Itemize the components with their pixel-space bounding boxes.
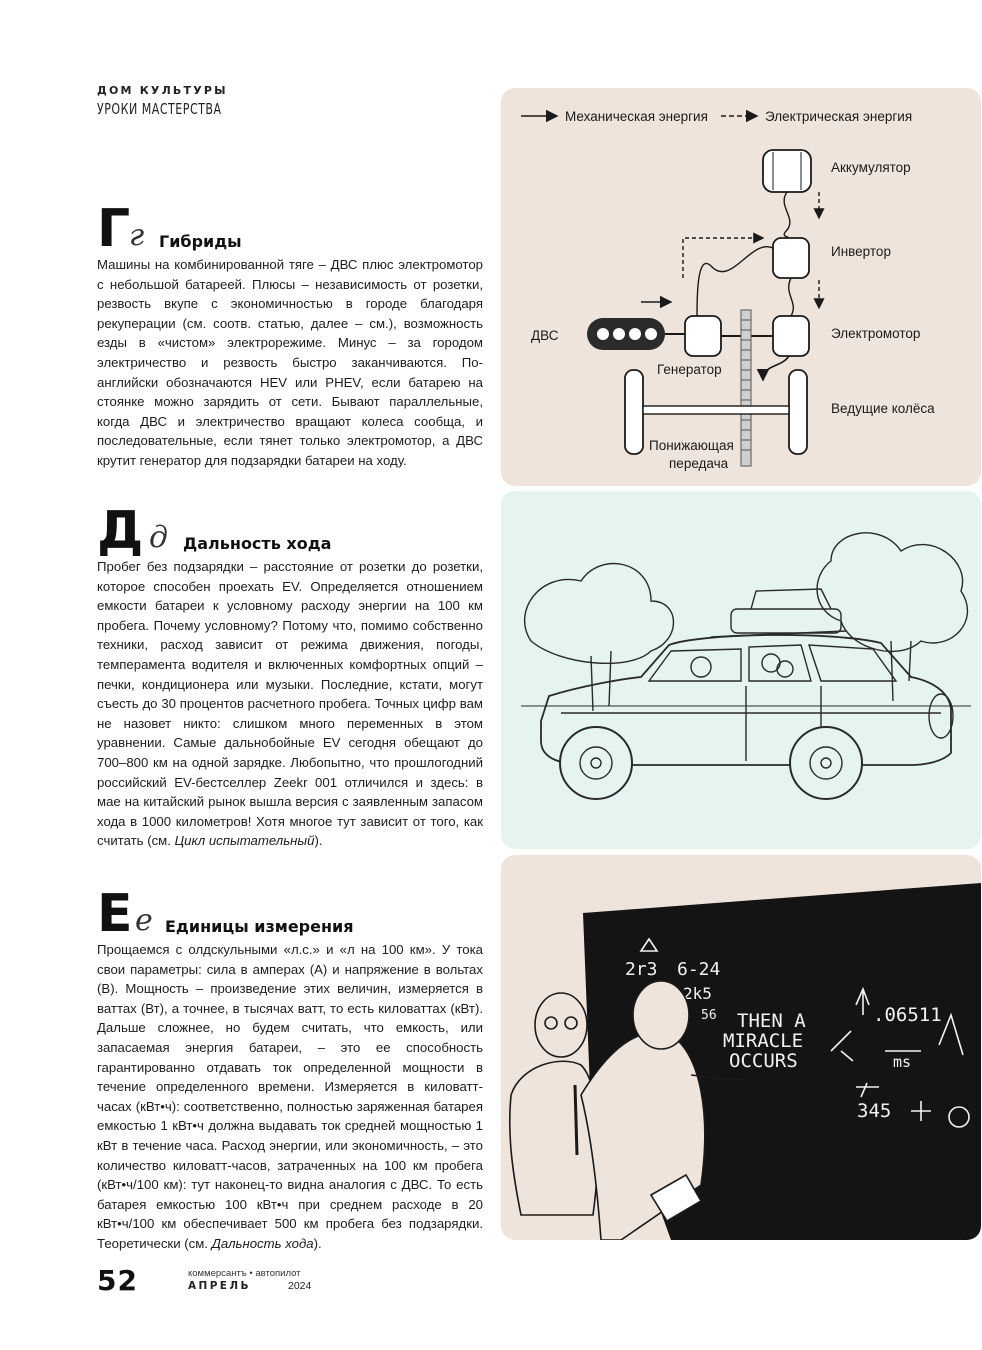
page-number: 52: [97, 1264, 138, 1297]
caption-line-1: THEN A: [737, 1010, 806, 1032]
drop-letter: Д: [97, 501, 144, 561]
chalk-formula-3: 2k5: [683, 984, 712, 1003]
caption-line-2: MIRACLE: [723, 1030, 804, 1052]
tree-right: [817, 533, 967, 652]
reduction-gear: [741, 310, 751, 466]
entry-title: Дальность хода: [183, 534, 332, 553]
section-kicker: ДОМ КУЛЬТУРЫ: [97, 84, 228, 97]
tree-left: [525, 564, 674, 664]
blackboard-cartoon-panel: [501, 855, 981, 1240]
chalk-formula-5: .06511: [873, 1004, 942, 1026]
front-wheel: [560, 727, 632, 799]
battery-block: [763, 150, 811, 192]
italic-letter: д: [149, 520, 169, 555]
motor-block: [773, 316, 809, 356]
generator-label: Генератор: [657, 362, 722, 377]
hybrid-diagram-panel: [501, 88, 981, 486]
entry-units: [97, 884, 483, 1254]
chalk-formula-2: 6-24: [677, 959, 721, 980]
chalk-formula-1: 2r3: [625, 959, 658, 980]
entry-range: [97, 501, 483, 851]
wheel-left: [625, 370, 643, 454]
car-illustration: [501, 491, 981, 849]
inverter-block: [773, 238, 809, 278]
section-title: УРОКИ МАСТЕРСТВА: [97, 100, 222, 118]
motor-label: Электромотор: [831, 326, 921, 341]
car-illustration-panel: [501, 491, 981, 849]
italic-letter: г: [129, 218, 145, 253]
legend-mechanical: Механическая энергия: [565, 109, 708, 124]
italic-letter: е: [135, 903, 153, 938]
entry-heading: [97, 884, 483, 944]
cross-reference-link[interactable]: Дальность хода: [211, 1235, 314, 1251]
entry-heading: [97, 501, 483, 561]
rear-wheel: [790, 727, 862, 799]
entry-title: Единицы измерения: [165, 917, 354, 936]
drop-letter: Е: [97, 884, 133, 944]
engine-label: ДВС: [531, 328, 559, 343]
axle: [643, 406, 789, 414]
footer-brand: коммерсантъ • автопилот: [188, 1268, 301, 1279]
footer-year: 2024: [288, 1280, 312, 1292]
drop-letter: Г: [97, 199, 131, 259]
entry-body: Машины на комбинированной тяге – ДВС плюс электромотор с небольшой батареей. Плюсы – независимость от розетки, резвость вкупе с экономичностью в городе благодаря рекуперации (см. соотв. статью, далее – см.), возможность езды в «чистом» электрорежиме. Минус – за городом электричество и резвость быстро заканчиваются. По-английски обозначаются HEV или PHEV, если батарею на стоянке можно зарядить от сети. Бывают параллельные, когда ДВС и электричество вращают колеса сообща, и последовательные, если тянет только электромотор, а ДВС крутит генератор для подзарядки батареи на ходу.: [97, 257, 483, 468]
cross-reference-link[interactable]: Цикл испытательный: [174, 833, 315, 849]
wheels-label: Ведущие колёса: [831, 401, 935, 416]
entry-title: Гибриды: [159, 232, 242, 251]
entry-body: Прощаемся с олдскульными «л.с.» и «л на 100 км». У тока свои параметры: сила в амперах (А) и напряжение в вольтах (В). Мощность – произведение этих величин, измеряется в ваттах (Вт), а точнее, в тысячах ватт, то есть киловаттах (кВт). Дальше сложнее, но будем считать, что емкость, или запасаемая энергия батареи, – это ее способность гарантированно отдавать ток определенной мощности в течение определенного времени. Измеряется в киловатт-часах (кВт•ч): соответственно, полностью заряженная батарея емкостью 1 кВт•ч должна выдавать ток средней мощностью 1 кВт в течение часа. Расход энергии, или экономичность, – это количество киловатт-часов, затраченных на 100 км пробега (кВт•ч/100 км): тут наконец-то видна аналогия с ДВС. То есть батарея емкостью 100 кВт•ч при среднем расходе в 20 кВт•ч/100 км обеспечивает 500 км пробега без подзарядки. Теоретически (см. Дальность хода).: [97, 942, 483, 1251]
man-right-head: [633, 981, 689, 1049]
legend-electrical: Электрическая энергия: [765, 109, 913, 124]
wheel-right: [789, 370, 807, 454]
inverter-label: Инвертор: [831, 244, 891, 259]
man-left-head: [535, 993, 587, 1057]
man-left-body: [510, 1061, 598, 1215]
gear-label-2: передача: [669, 456, 729, 471]
footer-month: АПРЕЛЬ: [188, 1280, 251, 1292]
entry-hybrids: [97, 199, 483, 471]
battery-label: Аккумулятор: [831, 160, 911, 175]
entry-heading: [97, 199, 483, 259]
chalk-formula-7: 345: [857, 1100, 892, 1122]
blackboard-cartoon: [501, 855, 981, 1240]
roof-luggage: [731, 609, 841, 633]
window-front: [649, 649, 741, 681]
chalk-formula-6: ms: [893, 1053, 912, 1071]
gear-label-1: Понижающая: [649, 438, 734, 453]
chalk-formula-4: 56: [701, 1008, 717, 1023]
entry-body: Пробег без подзарядки – расстояние от розетки до розетки, которое способен проехать EV. Определяется отношением емкости батареи к условному расходу энергии на 100 км пробега. Почему условному? Потому что, помимо собственно техники, расход зависит от режима движения, погоды, темперамента водителя и включенных комфортных опций – печки, кондиционера или музыки. Последние, кстати, могут съесть до 30 процентов расчетного пробега. Точных цифр вам не назовет никто: слишком много переменных в этом уравнении. Самые дальнобойные EV сегодня обещают до 700–800 км на одной зарядке. Любопытно, что прошлогодний российский EV-бестселлер Zeekr 001 отличился и здесь: в мае на китайский рынок вышла версия с заявленным запасом хода в 1000 километров! Хотя многое тут зависит от того, как считать (см. Цикл испытательный).: [97, 559, 483, 849]
generator-block: [685, 316, 721, 356]
hybrid-diagram: [501, 88, 981, 486]
caption-line-3: OCCURS: [729, 1050, 798, 1072]
